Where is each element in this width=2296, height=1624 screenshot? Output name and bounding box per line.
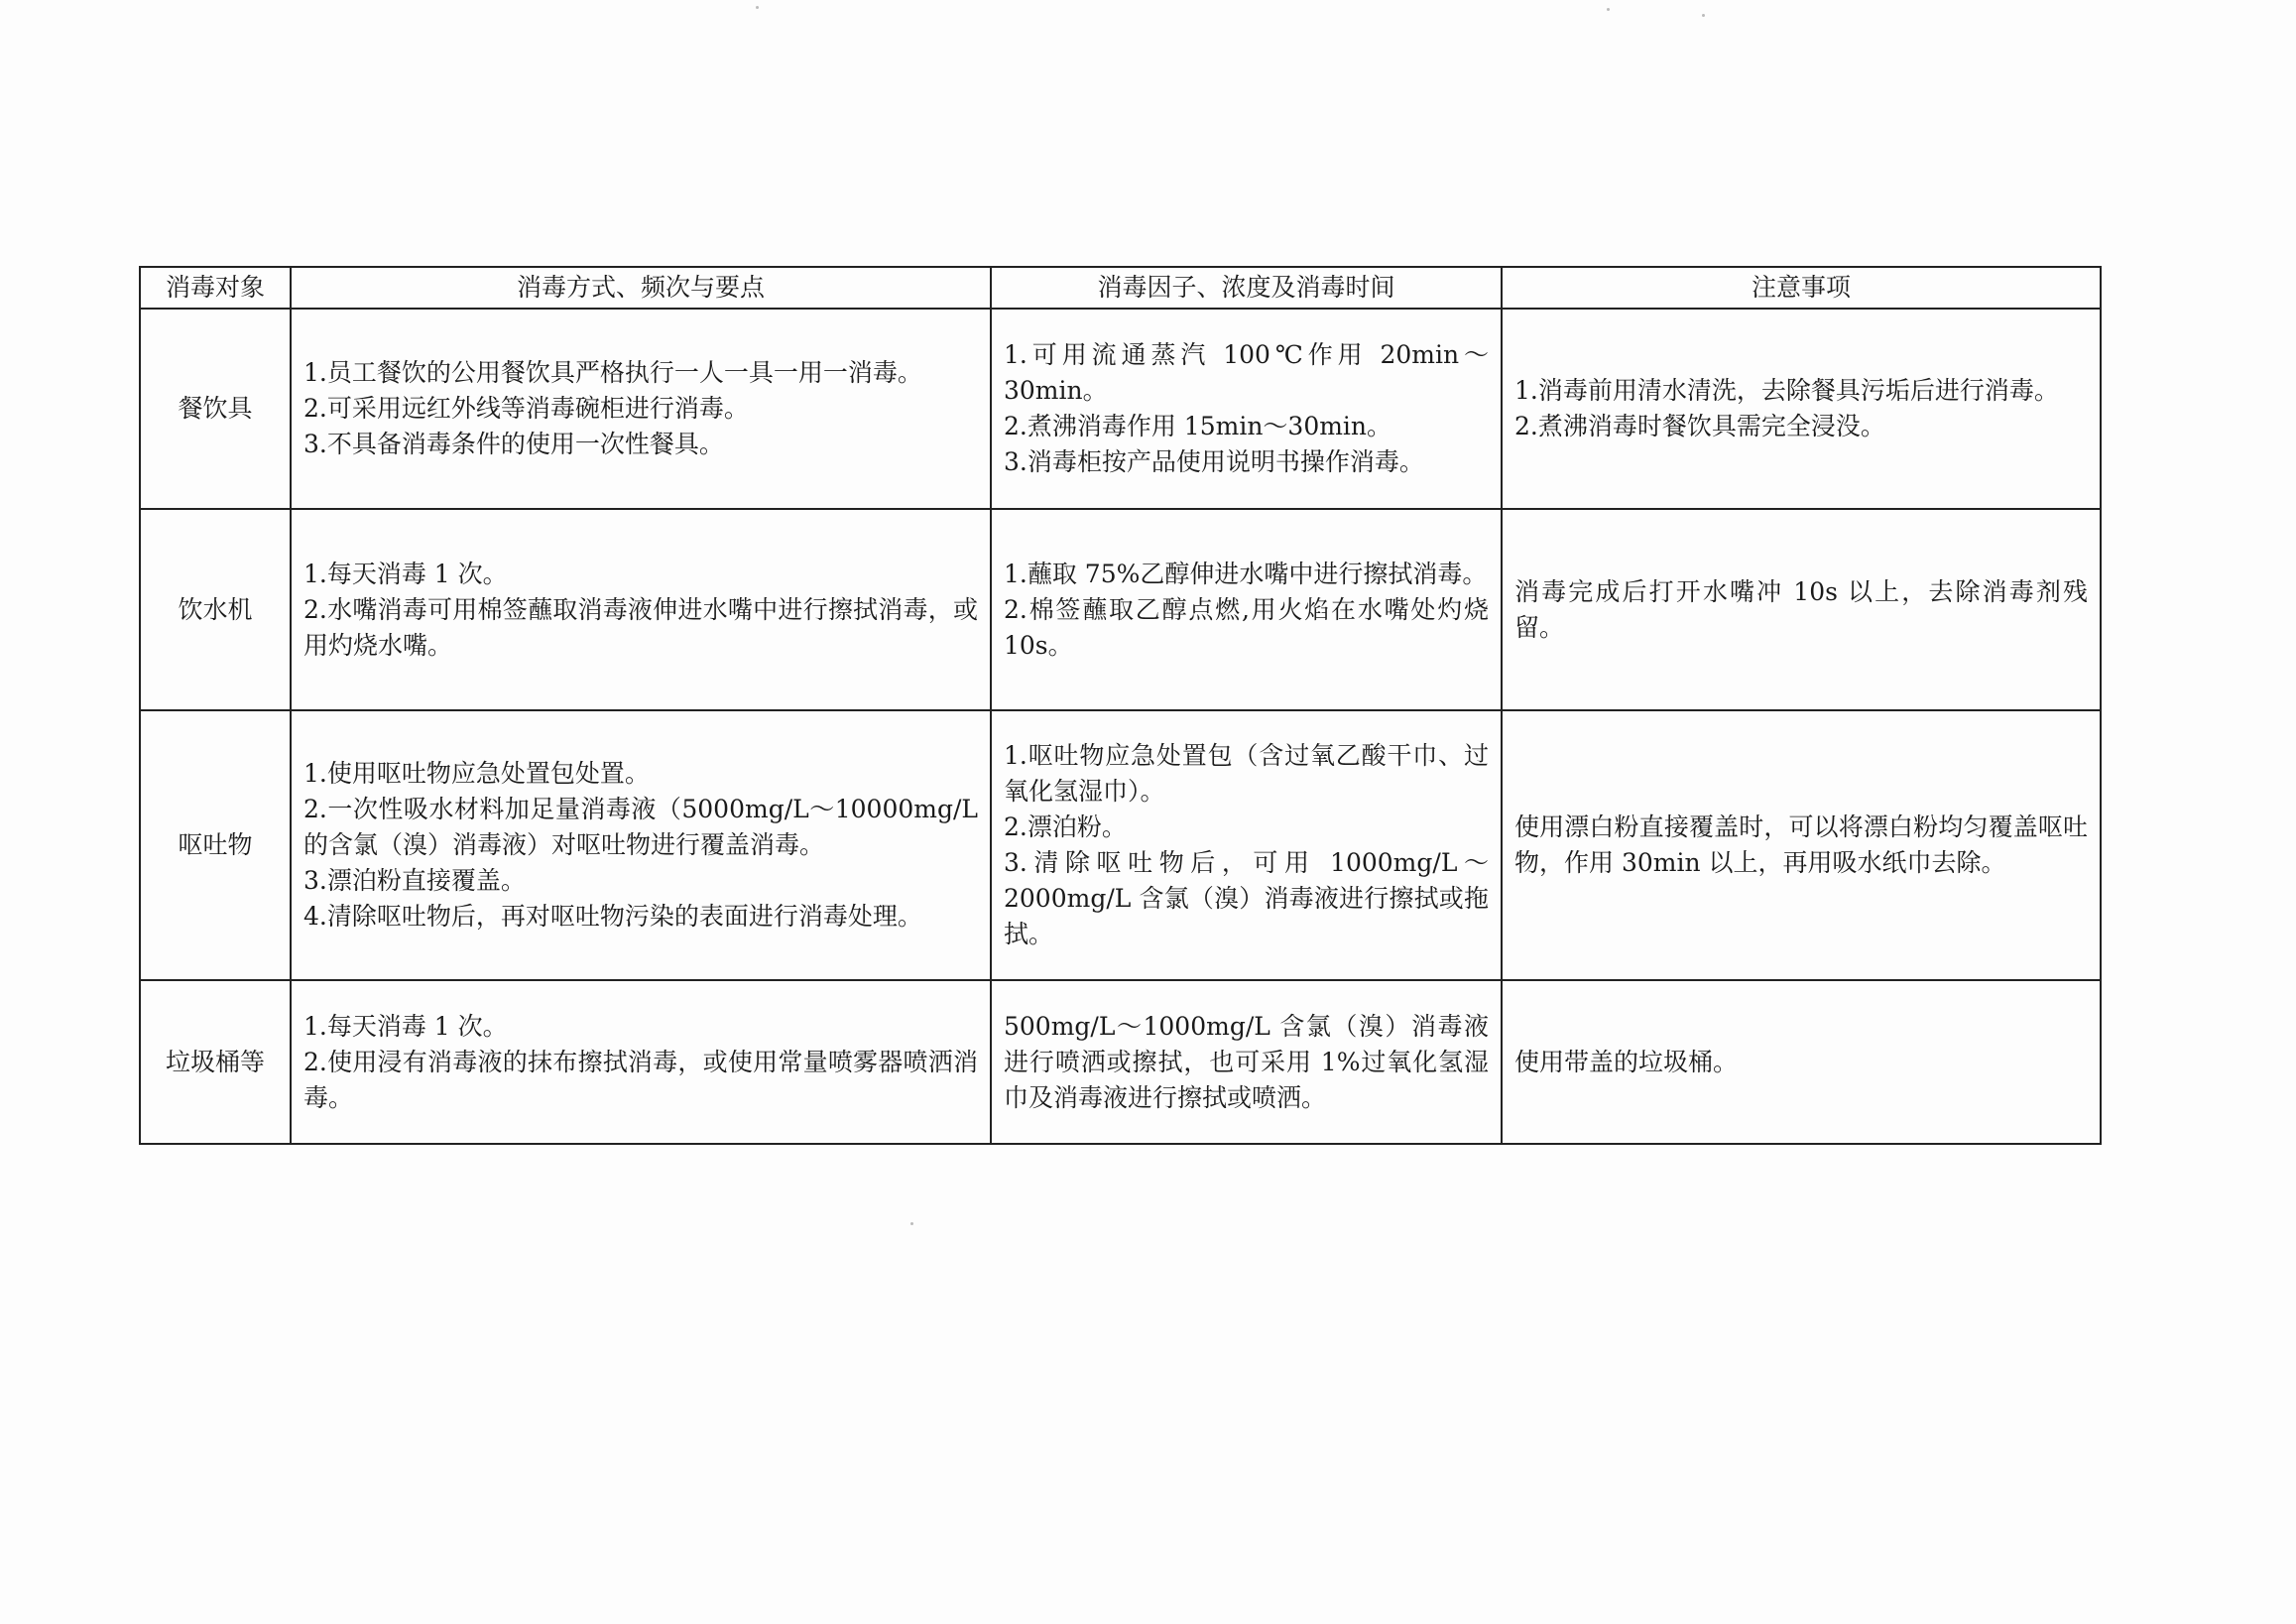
method-line: 2.水嘴消毒可用棉签蘸取消毒液伸进水嘴中进行擦拭消毒，或用灼烧水嘴。 [303, 594, 978, 660]
factor-line: 1.呕吐物应急处置包（含过氧乙酸干巾、过氧化氢湿巾）。 [1004, 741, 1489, 806]
table-row [140, 309, 2101, 509]
row-notes [1502, 980, 2101, 1144]
factor-line: 2.棉签蘸取乙醇点燃,用火焰在水嘴处灼烧 10s。 [1004, 594, 1489, 660]
factor-line: 3.消毒柜按产品使用说明书操作消毒。 [1004, 447, 1424, 476]
table-row [140, 980, 2101, 1144]
row-notes [1502, 710, 2101, 980]
row-notes [1502, 309, 2101, 509]
method-line: 2.可采用远红外线等消毒碗柜进行消毒。 [303, 394, 749, 423]
factor-line: 1.蘸取 75%乙醇伸进水嘴中进行擦拭消毒。 [1004, 559, 1488, 588]
factor-line: 2.煮沸消毒作用 15min～30min。 [1004, 412, 1392, 440]
row-method [291, 509, 991, 710]
factor-line: 2.漂泊粉。 [1004, 812, 1127, 841]
factor-line: 3.清除呕吐物后，可用 1000mg/L～2000mg/L 含氯（溴）消毒液进行擦拭或拖拭。 [1004, 848, 1489, 948]
disinfection-table [139, 266, 2102, 1145]
scan-speck [910, 1222, 913, 1225]
method-line: 4.清除呕吐物后，再对呕吐物污染的表面进行消毒处理。 [303, 902, 922, 931]
row-object: 餐饮具 [140, 309, 291, 509]
row-method [291, 710, 991, 980]
method-line: 3.不具备消毒条件的使用一次性餐具。 [303, 430, 724, 458]
scan-speck [1607, 8, 1610, 11]
notes-line: 1.消毒前用清水清洗，去除餐具污垢后进行消毒。 [1514, 376, 2059, 405]
scan-speck [756, 6, 759, 9]
row-object: 垃圾桶等 [140, 980, 291, 1144]
factor-line: 500mg/L～1000mg/L 含氯（溴）消毒液进行喷洒或擦拭，也可采用 1%过氧化氢湿巾及消毒液进行擦拭或喷洒。 [1004, 1011, 1489, 1112]
row-notes [1502, 509, 2101, 710]
notes-line: 消毒完成后打开水嘴冲 10s 以上，去除消毒剂残留。 [1514, 576, 2088, 642]
table-row [140, 509, 2101, 710]
row-method [291, 980, 991, 1144]
header-object: 消毒对象 [140, 267, 291, 309]
row-factor [991, 309, 1502, 509]
row-object: 呕吐物 [140, 710, 291, 980]
row-object: 饮水机 [140, 509, 291, 710]
notes-line: 2.煮沸消毒时餐饮具需完全浸没。 [1514, 412, 1885, 440]
scan-speck [1702, 14, 1705, 17]
row-factor [991, 710, 1502, 980]
table-row [140, 710, 2101, 980]
factor-line: 1.可用流通蒸汽 100℃作用 20min～30min。 [1004, 340, 1489, 405]
method-line: 1.使用呕吐物应急处置包处置。 [303, 759, 650, 788]
row-factor [991, 509, 1502, 710]
method-line: 1.每天消毒 1 次。 [303, 1011, 508, 1041]
header-notes: 注意事项 [1502, 267, 2101, 309]
header-factor: 消毒因子、浓度及消毒时间 [991, 267, 1502, 309]
notes-line: 使用带盖的垃圾桶。 [1514, 1047, 1739, 1076]
method-line: 2.一次性吸水材料加足量消毒液（5000mg/L～10000mg/L 的含氯（溴）消毒液）对呕吐物进行覆盖消毒。 [303, 795, 978, 859]
row-factor [991, 980, 1502, 1144]
method-line: 1.员工餐饮的公用餐饮具严格执行一人一具一用一消毒。 [303, 358, 922, 387]
method-line: 1.每天消毒 1 次。 [303, 559, 508, 588]
method-line: 2.使用浸有消毒液的抹布擦拭消毒，或使用常量喷雾器喷洒消毒。 [303, 1047, 978, 1112]
table-header-row [140, 267, 2101, 309]
row-method [291, 309, 991, 509]
header-method: 消毒方式、频次与要点 [291, 267, 991, 309]
notes-line: 使用漂白粉直接覆盖时，可以将漂白粉均匀覆盖呕吐物，作用 30min 以上，再用吸水纸巾去除。 [1514, 812, 2088, 877]
method-line: 3.漂泊粉直接覆盖。 [303, 866, 526, 895]
